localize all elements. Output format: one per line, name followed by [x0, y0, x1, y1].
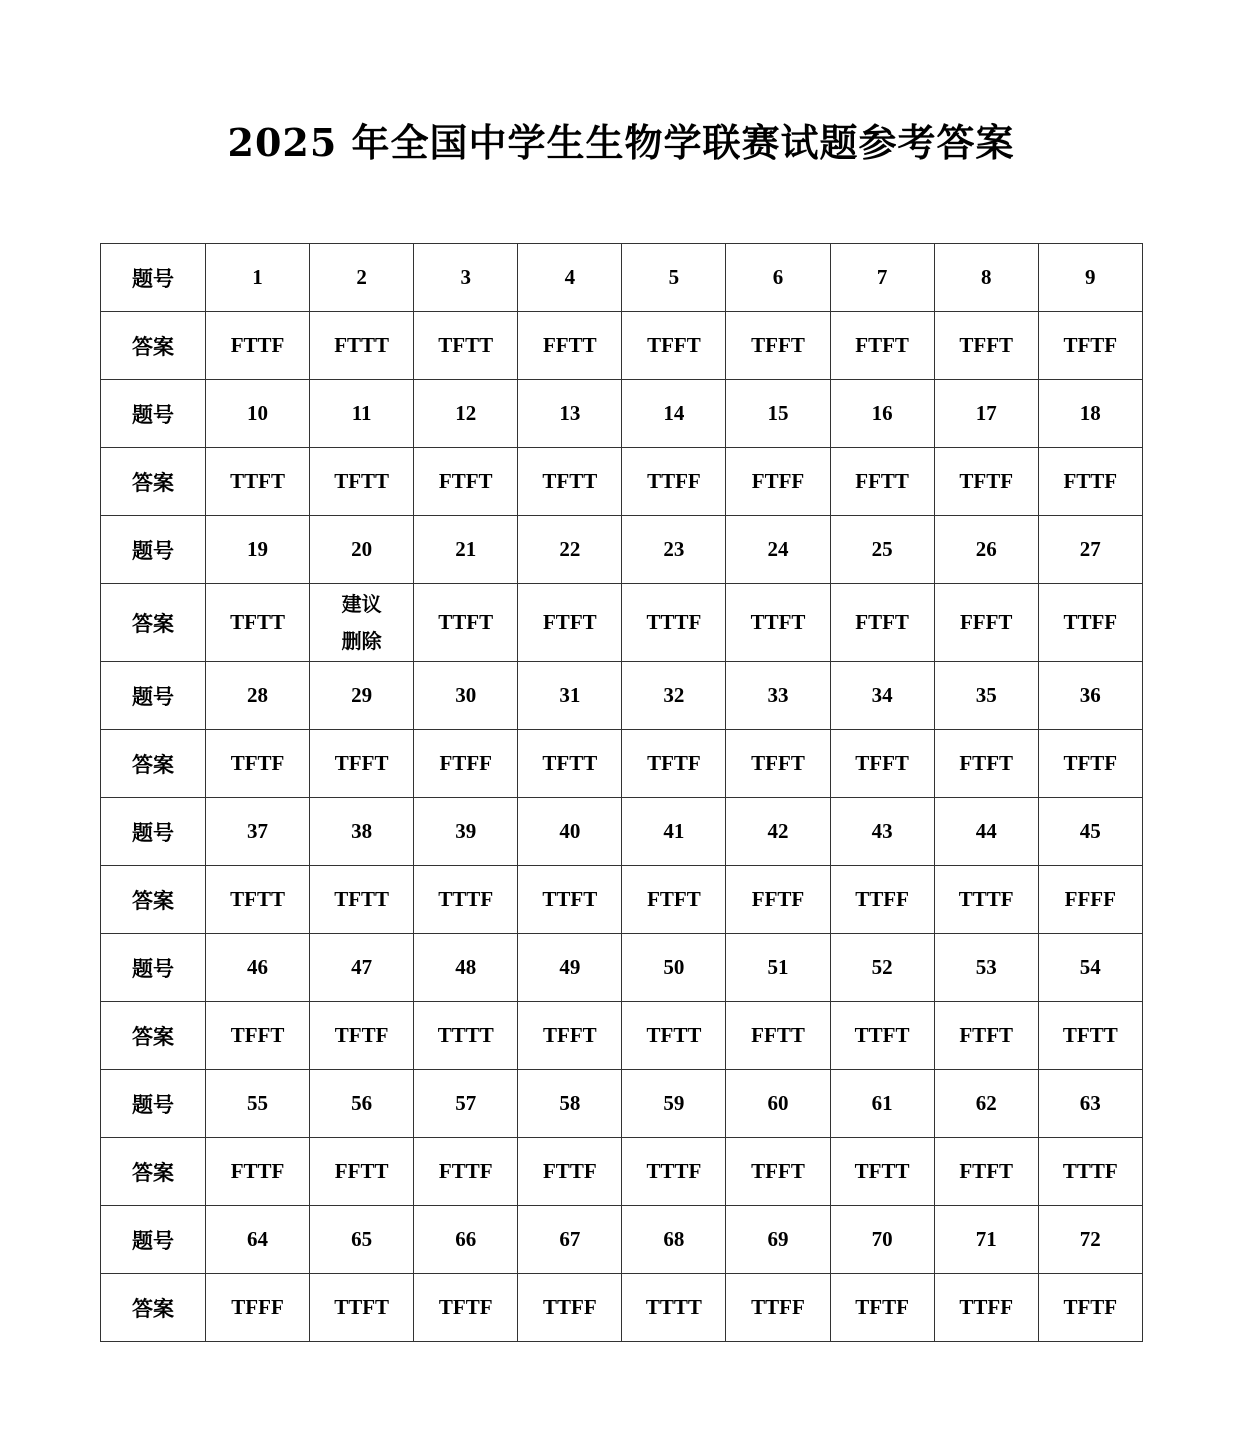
question-number-cell: 22 [518, 516, 622, 584]
answer-cell: TFTT [206, 584, 310, 662]
answer-row [101, 1274, 1143, 1342]
question-number-cell: 26 [934, 516, 1038, 584]
question-number-cell: 2 [310, 244, 414, 312]
question-number-cell: 65 [310, 1206, 414, 1274]
answer-cell: TFTF [622, 730, 726, 798]
answer-cell: TFFT [934, 312, 1038, 380]
row-label-answer: 答案 [101, 866, 206, 934]
question-number-cell: 49 [518, 934, 622, 1002]
question-number-row [101, 244, 1143, 312]
question-number-cell: 57 [414, 1070, 518, 1138]
answer-cell: FTTF [518, 1138, 622, 1206]
answer-cell: TTFF [726, 1274, 830, 1342]
row-label-answer: 答案 [101, 312, 206, 380]
answer-cell: TFFF [206, 1274, 310, 1342]
answer-table [100, 243, 1143, 1342]
answer-cell: FFTT [830, 448, 934, 516]
answer-cell: TFTF [206, 730, 310, 798]
answer-cell: TTTF [622, 1138, 726, 1206]
answer-cell: TFTF [934, 448, 1038, 516]
question-number-cell: 63 [1038, 1070, 1142, 1138]
answer-row [101, 866, 1143, 934]
answer-cell: FTFT [414, 448, 518, 516]
row-label-answer: 答案 [101, 730, 206, 798]
row-label-question: 题号 [101, 244, 206, 312]
row-label-question: 题号 [101, 1206, 206, 1274]
answer-cell: TFTF [1038, 1274, 1142, 1342]
question-number-cell: 43 [830, 798, 934, 866]
answer-cell: TFTT [830, 1138, 934, 1206]
question-number-cell: 45 [1038, 798, 1142, 866]
answer-cell: FTTT [310, 312, 414, 380]
question-number-cell: 11 [310, 380, 414, 448]
answer-cell: FFTT [518, 312, 622, 380]
question-number-row [101, 1070, 1143, 1138]
question-number-cell: 14 [622, 380, 726, 448]
question-number-cell: 13 [518, 380, 622, 448]
answer-cell: FTTF [1038, 448, 1142, 516]
answer-cell: TFTT [310, 448, 414, 516]
answer-cell: TTFT [206, 448, 310, 516]
question-number-cell: 39 [414, 798, 518, 866]
answer-cell: TFFT [726, 730, 830, 798]
question-number-cell: 64 [206, 1206, 310, 1274]
answer-cell: TFFT [310, 730, 414, 798]
answer-cell: TTTF [622, 584, 726, 662]
answer-cell: TFTF [1038, 730, 1142, 798]
row-label-answer: 答案 [101, 448, 206, 516]
answer-cell: TFTT [518, 730, 622, 798]
answer-row [101, 584, 1143, 662]
question-number-row [101, 1206, 1143, 1274]
question-number-cell: 24 [726, 516, 830, 584]
question-number-cell: 32 [622, 662, 726, 730]
answer-cell: FTTF [206, 312, 310, 380]
answer-cell: TFTF [310, 1002, 414, 1070]
question-number-cell: 27 [1038, 516, 1142, 584]
question-number-cell: 18 [1038, 380, 1142, 448]
question-number-cell: 62 [934, 1070, 1038, 1138]
question-number-cell: 53 [934, 934, 1038, 1002]
answer-cell: TTFT [518, 866, 622, 934]
answer-note-cell: 建议 删除 [310, 584, 414, 662]
answer-cell: TTFF [1038, 584, 1142, 662]
question-number-cell: 30 [414, 662, 518, 730]
question-number-row [101, 662, 1143, 730]
question-number-cell: 70 [830, 1206, 934, 1274]
question-number-cell: 23 [622, 516, 726, 584]
answer-cell: FTFT [622, 866, 726, 934]
answer-cell: TFTT [310, 866, 414, 934]
question-number-cell: 69 [726, 1206, 830, 1274]
answer-cell: TTFF [830, 866, 934, 934]
answer-cell: TFTT [414, 312, 518, 380]
question-number-cell: 4 [518, 244, 622, 312]
question-number-cell: 9 [1038, 244, 1142, 312]
answer-cell: TTTT [414, 1002, 518, 1070]
question-number-cell: 25 [830, 516, 934, 584]
answer-cell: TFTF [830, 1274, 934, 1342]
question-number-cell: 48 [414, 934, 518, 1002]
page-title: 2025 年全国中学生生物学联赛试题参考答案 [227, 120, 1015, 165]
answer-cell: FFTT [726, 1002, 830, 1070]
question-number-cell: 16 [830, 380, 934, 448]
question-number-cell: 3 [414, 244, 518, 312]
answer-row [101, 448, 1143, 516]
row-label-answer: 答案 [101, 1138, 206, 1206]
answer-cell: TTFT [830, 1002, 934, 1070]
answer-cell: FFTT [310, 1138, 414, 1206]
question-number-cell: 28 [206, 662, 310, 730]
answer-cell: TFTF [414, 1274, 518, 1342]
answer-row [101, 1002, 1143, 1070]
question-number-row [101, 798, 1143, 866]
row-label-answer: 答案 [101, 1002, 206, 1070]
answer-cell: TTTF [934, 866, 1038, 934]
row-label-question: 题号 [101, 662, 206, 730]
answer-cell: TTFF [518, 1274, 622, 1342]
answer-cell: TFFT [206, 1002, 310, 1070]
answer-cell: TFTT [1038, 1002, 1142, 1070]
question-number-cell: 41 [622, 798, 726, 866]
row-label-question: 题号 [101, 1070, 206, 1138]
row-label-answer: 答案 [101, 1274, 206, 1342]
answer-cell: TTFT [726, 584, 830, 662]
question-number-cell: 7 [830, 244, 934, 312]
question-number-cell: 52 [830, 934, 934, 1002]
question-number-cell: 55 [206, 1070, 310, 1138]
question-number-row [101, 934, 1143, 1002]
answer-cell: TFTF [1038, 312, 1142, 380]
answer-cell: TFTT [206, 866, 310, 934]
answer-cell: FTFT [830, 584, 934, 662]
answer-cell: TTFT [310, 1274, 414, 1342]
question-number-cell: 59 [622, 1070, 726, 1138]
question-number-cell: 38 [310, 798, 414, 866]
question-number-cell: 40 [518, 798, 622, 866]
answer-cell: TFFT [726, 312, 830, 380]
answer-row [101, 312, 1143, 380]
row-label-question: 题号 [101, 798, 206, 866]
answer-cell: FTFT [934, 1002, 1038, 1070]
question-number-cell: 71 [934, 1206, 1038, 1274]
question-number-cell: 6 [726, 244, 830, 312]
row-label-question: 题号 [101, 516, 206, 584]
question-number-cell: 1 [206, 244, 310, 312]
question-number-cell: 19 [206, 516, 310, 584]
question-number-cell: 21 [414, 516, 518, 584]
answer-cell: TFTT [518, 448, 622, 516]
question-number-cell: 54 [1038, 934, 1142, 1002]
answer-cell: FTFT [830, 312, 934, 380]
question-number-cell: 46 [206, 934, 310, 1002]
question-number-cell: 8 [934, 244, 1038, 312]
question-number-cell: 35 [934, 662, 1038, 730]
question-number-cell: 56 [310, 1070, 414, 1138]
question-number-cell: 34 [830, 662, 934, 730]
question-number-cell: 12 [414, 380, 518, 448]
question-number-cell: 68 [622, 1206, 726, 1274]
question-number-row [101, 516, 1143, 584]
question-number-cell: 36 [1038, 662, 1142, 730]
answer-cell: FFFF [1038, 866, 1142, 934]
question-number-cell: 47 [310, 934, 414, 1002]
answer-cell: TTFF [622, 448, 726, 516]
question-number-cell: 5 [622, 244, 726, 312]
answer-cell: TTTT [622, 1274, 726, 1342]
answer-cell: TFFT [830, 730, 934, 798]
answer-cell: TTFT [414, 584, 518, 662]
question-number-cell: 20 [310, 516, 414, 584]
answer-row [101, 1138, 1143, 1206]
question-number-cell: 58 [518, 1070, 622, 1138]
question-number-cell: 51 [726, 934, 830, 1002]
row-label-question: 题号 [101, 380, 206, 448]
question-number-cell: 10 [206, 380, 310, 448]
answer-cell: FFTF [726, 866, 830, 934]
question-number-cell: 29 [310, 662, 414, 730]
answer-cell: TTFF [934, 1274, 1038, 1342]
question-number-cell: 66 [414, 1206, 518, 1274]
question-number-cell: 17 [934, 380, 1038, 448]
row-label-answer: 答案 [101, 584, 206, 662]
answer-cell: TFFT [622, 312, 726, 380]
answer-cell: FTFF [414, 730, 518, 798]
question-number-cell: 67 [518, 1206, 622, 1274]
question-number-row [101, 380, 1143, 448]
answer-cell: TTTF [414, 866, 518, 934]
question-number-cell: 15 [726, 380, 830, 448]
answer-cell: FTFT [934, 1138, 1038, 1206]
answer-cell: TTTF [1038, 1138, 1142, 1206]
question-number-cell: 37 [206, 798, 310, 866]
answer-cell: FFFT [934, 584, 1038, 662]
question-number-cell: 60 [726, 1070, 830, 1138]
answer-cell: FTFT [934, 730, 1038, 798]
answer-cell: TFFT [518, 1002, 622, 1070]
answer-row [101, 730, 1143, 798]
answer-cell: FTTF [206, 1138, 310, 1206]
question-number-cell: 50 [622, 934, 726, 1002]
question-number-cell: 44 [934, 798, 1038, 866]
answer-cell: TFFT [726, 1138, 830, 1206]
row-label-question: 题号 [101, 934, 206, 1002]
answer-cell: FTTF [414, 1138, 518, 1206]
answer-cell: FTFT [518, 584, 622, 662]
answer-cell: FTFF [726, 448, 830, 516]
question-number-cell: 31 [518, 662, 622, 730]
question-number-cell: 72 [1038, 1206, 1142, 1274]
question-number-cell: 61 [830, 1070, 934, 1138]
answer-cell: TFTT [622, 1002, 726, 1070]
question-number-cell: 42 [726, 798, 830, 866]
question-number-cell: 33 [726, 662, 830, 730]
